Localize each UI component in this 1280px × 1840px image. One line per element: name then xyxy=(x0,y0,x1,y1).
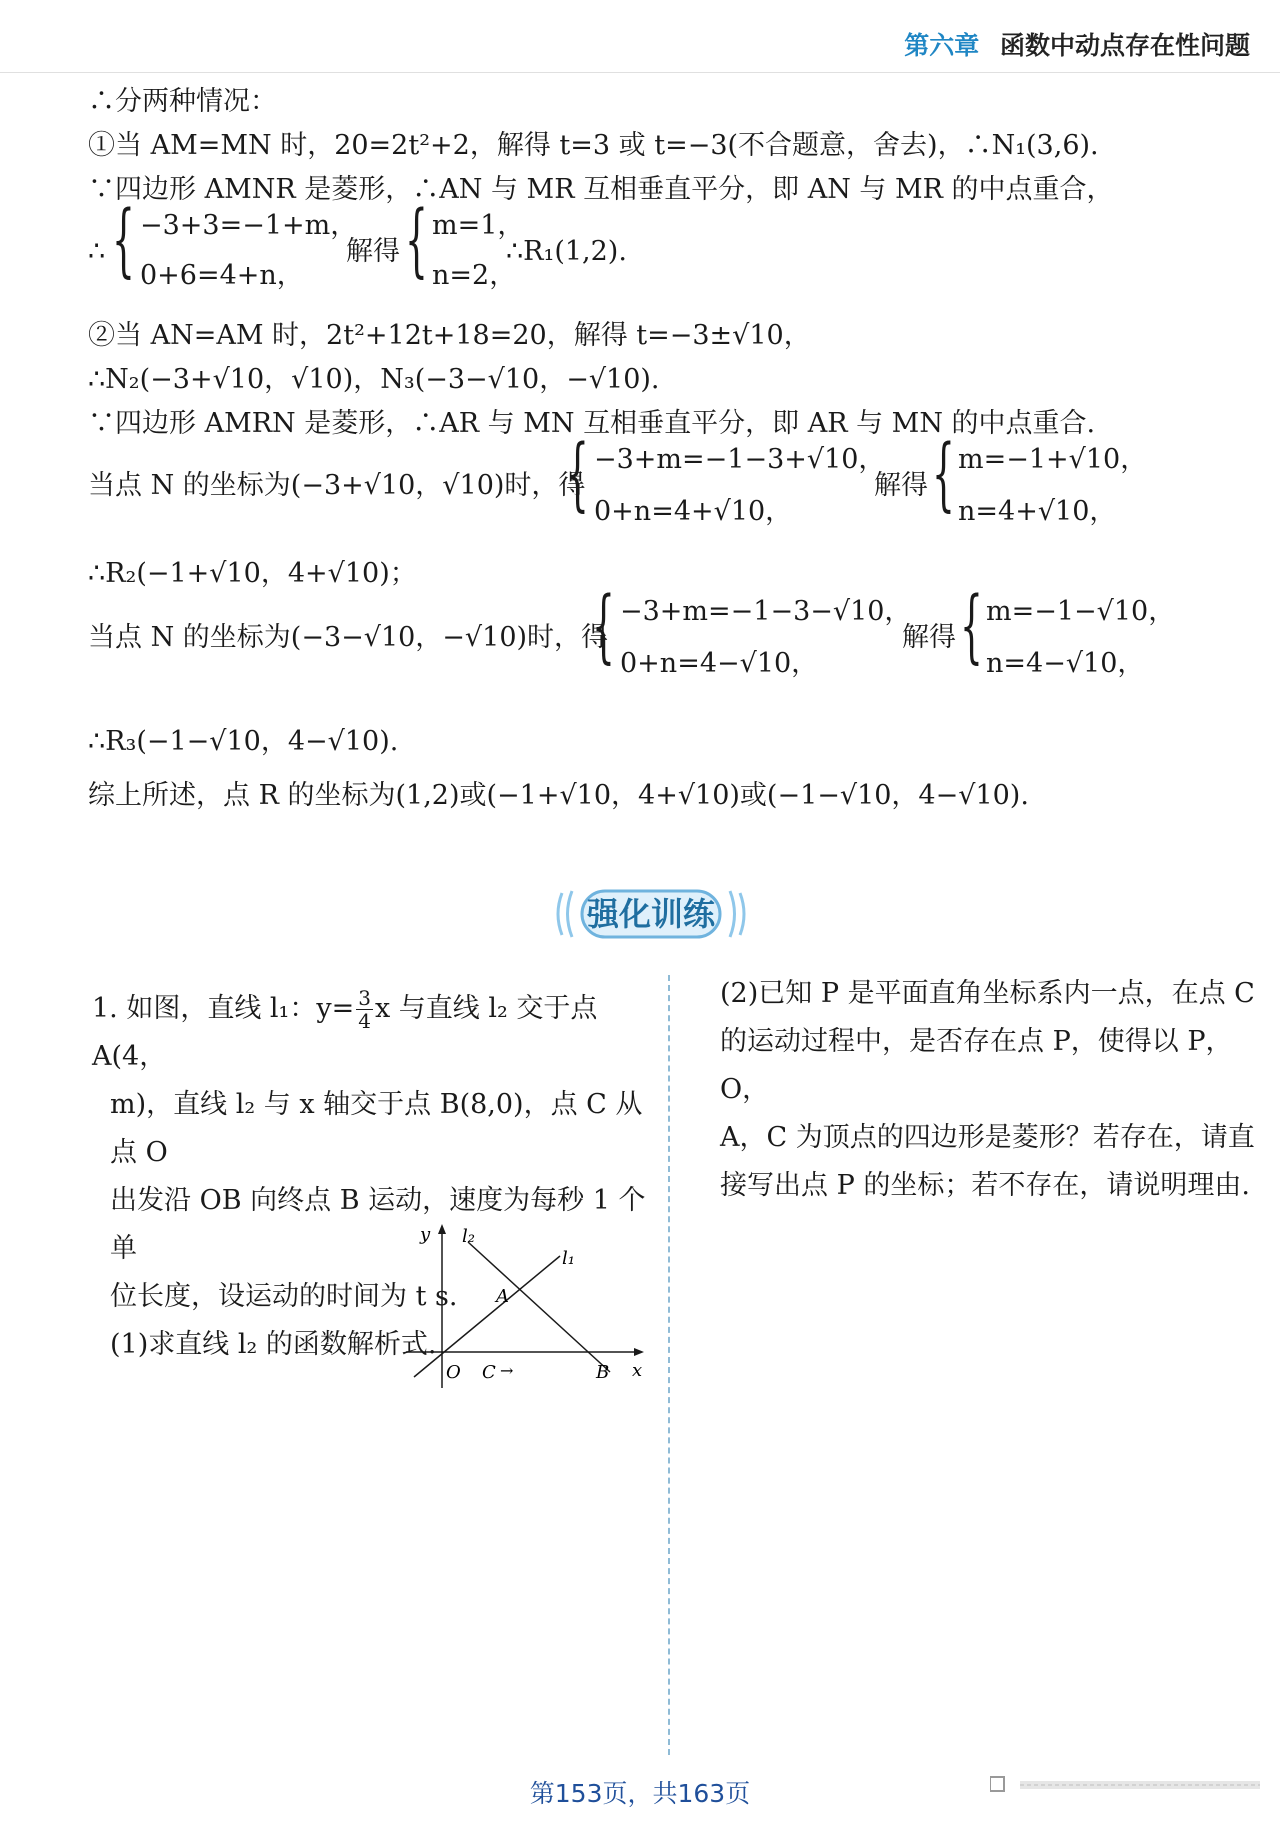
case-1-solution-brace: { xyxy=(932,427,955,520)
case-2-solution-brace: { xyxy=(960,579,983,672)
case-2-sol-b: n=4−√10， xyxy=(986,648,1145,679)
case-2-sol-a: m=−1−√10， xyxy=(986,596,1176,627)
page-scroll-indicator xyxy=(990,1773,1260,1795)
case-1-solve-label: 解得 xyxy=(874,470,928,501)
direction-arrow: → xyxy=(500,1361,514,1380)
problem-line-1 xyxy=(92,985,652,1081)
case-2-solve-label: 解得 xyxy=(902,622,956,653)
case-1-sol-b: n=4+√10， xyxy=(958,496,1117,527)
case-1-lead: 当点 N 的坐标为(−3+√10，√10)时，得 xyxy=(88,470,586,501)
solution-line-5: ②当 AN=AM 时，2t²+12t+18=20，解得 t=−3±√10， xyxy=(88,320,811,351)
system-1-brace: { xyxy=(112,193,135,286)
problem-part-2-line-1: (2)已知 P 是平面直角坐标系内一点，在点 C xyxy=(720,978,1255,1009)
x-axis-label: x xyxy=(632,1360,643,1381)
problem-line-3: 出发沿 OB 向终点 B 运动，速度为每秒 1 个单 xyxy=(110,1185,646,1264)
problem-line-1-a: 1. 如图，直线 l₁：y= xyxy=(92,993,355,1024)
x-axis-arrow xyxy=(634,1348,644,1356)
system-1-solution-brace: { xyxy=(405,193,428,286)
header-divider xyxy=(0,72,1280,73)
solution-line-1: ∴分两种情况： xyxy=(88,86,277,117)
y-axis-arrow xyxy=(438,1224,446,1234)
l2-label: l₂ xyxy=(462,1226,475,1247)
chapter-title: 函数中动点存在性问题 xyxy=(999,31,1250,60)
problem-line-2: m)，直线 l₂ 与 x 轴交于点 B(8,0)，点 C 从点 O xyxy=(110,1089,643,1168)
system-1-eq-a: −3+3=−1+m， xyxy=(140,210,358,241)
solution-line-3: ∵四边形 AMNR 是菱形，∴AN 与 MR 互相垂直平分，即 AN 与 MR 的中点重合， xyxy=(88,174,1114,205)
system-1-sol-b: n=2， xyxy=(432,260,517,291)
problem-line-4: 位长度，设运动的时间为 t s. xyxy=(110,1281,458,1312)
origin-label: O xyxy=(446,1362,461,1383)
system-1-eq-b: 0+6=4+n， xyxy=(140,260,304,291)
fraction-denominator: 4 xyxy=(358,1009,371,1033)
solution-line-11: ∴R₃(−1−√10，4−√10). xyxy=(88,726,399,757)
case-1-eq-a: −3+m=−1−3+√10， xyxy=(594,444,886,475)
section-badge xyxy=(552,885,750,943)
case-2-brace: { xyxy=(592,579,615,672)
system-1-solve-label: 解得 xyxy=(346,236,400,267)
solution-line-6: ∴N₂(−3+√10，√10)，N₃(−3−√10，−√10). xyxy=(88,364,660,395)
section-title: 强化训练 xyxy=(586,895,715,933)
slope-fraction xyxy=(356,987,373,1032)
problem-right-column xyxy=(720,970,1260,1210)
case-1-brace: { xyxy=(566,427,589,520)
l1-label: l₁ xyxy=(562,1248,575,1269)
column-divider xyxy=(668,975,670,1755)
solution-line-9: ∴R₂(−1+√10，4+√10)； xyxy=(88,558,417,589)
chapter-header xyxy=(904,26,1250,62)
problem-part-1: (1)求直线 l₂ 的函数解析式. xyxy=(110,1329,437,1360)
fraction-numerator: 3 xyxy=(358,986,371,1010)
solution-line-7: ∵四边形 AMRN 是菱形，∴AR 与 MN 互相垂直平分，即 AR 与 MN 的中点重合. xyxy=(88,408,1096,439)
system-1-result: ∴R₁(1,2). xyxy=(506,236,627,267)
case-2-lead: 当点 N 的坐标为(−3−√10，−√10)时，得 xyxy=(88,622,609,653)
line-l1 xyxy=(414,1256,560,1377)
case-2-eq-b: 0+n=4−√10， xyxy=(620,648,819,679)
page-footer: 第153页，共163页 xyxy=(529,1779,751,1808)
solution-line-2: ①当 AM=MN 时，20=2t²+2，解得 t=3 或 t=−3(不合题意，舍去)，∴N₁(3,6). xyxy=(88,130,1099,161)
problem-part-2-line-4: 接写出点 P 的坐标；若不存在，请说明理由. xyxy=(720,1170,1250,1201)
system-1-lead: ∴ xyxy=(88,236,106,267)
point-c-label: C xyxy=(482,1362,496,1383)
case-1-eq-b: 0+n=4+√10， xyxy=(594,496,793,527)
problem-part-2-line-3: A，C 为顶点的四边形是菱形？若存在，请直 xyxy=(720,1122,1255,1153)
problem-line-1-b: x 与直线 l₂ 交于点 A(4， xyxy=(92,993,598,1072)
problem-part-2-line-2: 的运动过程中，是否存在点 P，使得以 P，O， xyxy=(720,1026,1233,1105)
y-axis-label: y xyxy=(420,1224,431,1245)
system-1-sol-a: m=1， xyxy=(432,210,525,241)
case-2-eq-a: −3+m=−1−3−√10， xyxy=(620,596,912,627)
point-a-label: A xyxy=(496,1286,509,1307)
case-1-sol-a: m=−1+√10， xyxy=(958,444,1148,475)
point-b-label: B xyxy=(596,1362,610,1383)
chapter-number: 第六章 xyxy=(904,31,980,60)
solution-conclusion: 综上所述，点 R 的坐标为(1,2)或(−1+√10，4+√10)或(−1−√10，4−√10). xyxy=(88,780,1029,811)
coordinate-figure xyxy=(400,1220,650,1395)
